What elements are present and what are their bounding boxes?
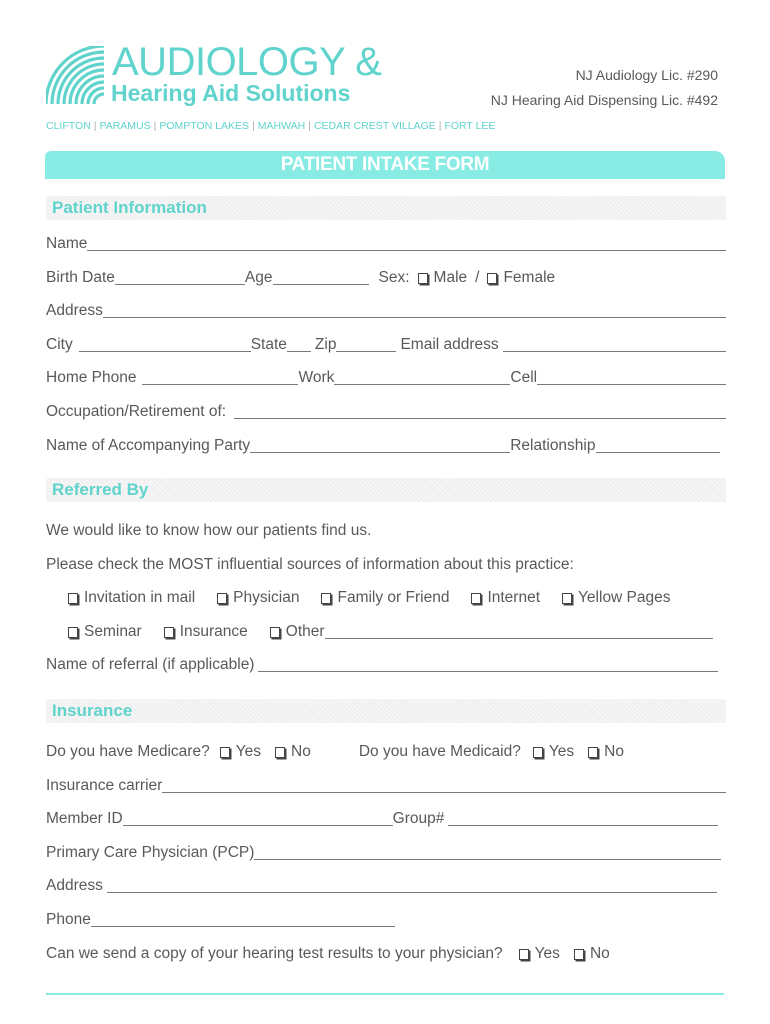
physician-checkbox[interactable]	[217, 589, 299, 608]
group-field[interactable]	[448, 808, 718, 826]
relationship-field[interactable]	[596, 435, 721, 453]
other-checkbox[interactable]	[270, 623, 325, 642]
sex-separator: /	[475, 269, 480, 286]
pcp-address-label: Address	[46, 877, 103, 894]
physician-label: Physician	[233, 589, 300, 606]
form-title: PATIENT INTAKE FORM	[280, 154, 490, 175]
family-friend-label: Family or Friend	[337, 589, 450, 606]
checkbox-icon	[217, 593, 227, 604]
work-phone-field[interactable]	[334, 367, 510, 385]
referral-options-row1	[68, 586, 748, 608]
section-referred-by	[46, 478, 726, 502]
location-item: POMPTON LAKES	[159, 120, 250, 132]
sex-label: Sex:	[378, 269, 410, 286]
location-item: FORT LEE	[444, 120, 496, 132]
row-occupation	[46, 400, 726, 422]
row-member-group	[46, 807, 718, 829]
row-medicare-medicaid	[46, 740, 726, 762]
state-field[interactable]	[287, 334, 311, 352]
medicare-yes-checkbox[interactable]	[220, 743, 261, 762]
referral-name-field[interactable]	[258, 654, 718, 672]
insurance-source-label: Insurance	[179, 623, 248, 640]
seminar-checkbox[interactable]	[68, 623, 142, 642]
relationship-label: Relationship	[510, 437, 596, 454]
audiology-license: NJ Audiology Lic. #290	[575, 67, 718, 83]
pcp-address-field[interactable]	[107, 875, 717, 893]
locations-list: CLIFTON | PARAMUS | POMPTON LAKES | MAHWAH | CEDAR CREST VILLAGE | FORT LEE	[46, 120, 496, 132]
location-item: PARAMUS	[99, 120, 151, 132]
invitation-label: Invitation in mail	[84, 589, 196, 606]
pcp-field[interactable]	[254, 842, 721, 860]
internet-checkbox[interactable]	[471, 589, 540, 608]
send-copy-question: Can we send a copy of your hearing test results to your physician?	[46, 945, 503, 962]
state-label: State	[250, 336, 287, 353]
checkbox-icon	[164, 627, 174, 638]
female-label: Female	[503, 269, 556, 286]
row-pcp-address	[46, 874, 717, 896]
age-field[interactable]	[273, 267, 369, 285]
row-birth-age-sex	[46, 266, 726, 288]
row-name	[46, 232, 726, 254]
yes-label: Yes	[235, 743, 262, 760]
checkbox-icon	[533, 747, 543, 758]
address-label: Address	[46, 302, 103, 319]
row-address	[46, 299, 726, 321]
no-label: No	[604, 743, 624, 760]
yes-label: Yes	[534, 945, 560, 962]
invitation-checkbox[interactable]	[68, 589, 195, 608]
form-title-bar	[45, 151, 725, 179]
group-label: Group#	[392, 810, 445, 827]
referral-instruction-text: Please check the MOST influential sources of information about this practice:	[46, 556, 574, 573]
member-id-label: Member ID	[46, 810, 123, 827]
other-field[interactable]	[325, 621, 713, 639]
zip-label: Zip	[314, 336, 337, 353]
email-field[interactable]	[503, 334, 726, 352]
row-city-state-zip-email	[46, 333, 726, 355]
cell-label: Cell	[510, 369, 538, 386]
referral-name-label: Name of referral (if applicable)	[46, 656, 255, 673]
male-checkbox[interactable]	[418, 269, 468, 288]
work-label: Work	[298, 369, 335, 386]
city-label: City	[46, 336, 73, 353]
send-copy-no-checkbox[interactable]	[574, 945, 610, 964]
checkbox-icon	[487, 273, 497, 284]
checkbox-icon	[588, 747, 598, 758]
carrier-label: Insurance carrier	[46, 777, 163, 794]
checkbox-icon	[220, 747, 230, 758]
location-item: CLIFTON	[46, 120, 91, 132]
audiology-logo-icon	[46, 46, 104, 104]
no-label: No	[291, 743, 311, 760]
checkbox-icon	[275, 747, 285, 758]
checkbox-icon	[418, 273, 428, 284]
internet-label: Internet	[487, 589, 541, 606]
bottom-divider	[46, 993, 724, 995]
seminar-label: Seminar	[84, 623, 142, 640]
female-checkbox[interactable]	[487, 269, 555, 288]
checkbox-icon	[519, 949, 529, 960]
yes-label: Yes	[548, 743, 575, 760]
age-label: Age	[244, 269, 273, 286]
carrier-field[interactable]	[162, 775, 726, 793]
email-label: Email address	[400, 336, 499, 353]
zip-field[interactable]	[336, 334, 396, 352]
yellow-pages-checkbox[interactable]	[562, 589, 671, 608]
row-pcp-phone	[46, 908, 726, 930]
cell-phone-field[interactable]	[537, 367, 726, 385]
family-friend-checkbox[interactable]	[321, 589, 449, 608]
name-field[interactable]	[87, 233, 726, 251]
checkbox-icon	[562, 593, 572, 604]
name-label: Name	[46, 235, 88, 252]
location-item: CEDAR CREST VILLAGE	[313, 120, 436, 132]
section-insurance	[46, 699, 726, 723]
row-send-copy	[46, 942, 726, 964]
member-id-field[interactable]	[123, 808, 393, 826]
row-insurance-carrier	[46, 774, 726, 796]
no-label: No	[589, 945, 610, 962]
city-field[interactable]	[79, 334, 251, 352]
row-accompanying-party	[46, 434, 726, 456]
checkbox-icon	[471, 593, 481, 604]
section-heading: Patient Information	[52, 198, 207, 217]
pcp-phone-label: Phone	[46, 911, 91, 928]
medicare-question: Do you have Medicare?	[46, 743, 210, 760]
occupation-label: Occupation/Retirement of:	[46, 403, 227, 420]
checkbox-icon	[321, 593, 331, 604]
yellow-pages-label: Yellow Pages	[578, 589, 671, 606]
referral-options-row2	[68, 620, 713, 642]
pcp-label: Primary Care Physician (PCP)	[46, 844, 255, 861]
section-heading: Referred By	[52, 480, 149, 499]
accompanying-party-field[interactable]	[250, 435, 510, 453]
other-label: Other	[285, 623, 325, 640]
male-label: Male	[433, 269, 468, 286]
checkbox-icon	[574, 949, 584, 960]
insurance-source-checkbox[interactable]	[164, 623, 248, 642]
row-pcp	[46, 841, 721, 863]
birth-date-field[interactable]	[115, 267, 245, 285]
medicaid-question: Do you have Medicaid?	[358, 743, 521, 760]
checkbox-icon	[270, 627, 280, 638]
referral-instruction	[46, 553, 726, 575]
checkbox-icon	[68, 593, 78, 604]
hearing-aid-license: NJ Hearing Aid Dispensing Lic. #492	[490, 92, 718, 108]
referral-intro-text: We would like to know how our patients find us.	[46, 522, 372, 539]
accompanying-party-label: Name of Accompanying Party	[46, 437, 251, 454]
section-heading: Insurance	[52, 701, 133, 720]
occupation-field[interactable]	[234, 401, 726, 419]
birth-date-label: Birth Date	[46, 269, 115, 286]
send-copy-yes-checkbox[interactable]	[519, 945, 560, 964]
home-phone-label: Home Phone	[46, 369, 137, 386]
pcp-phone-field[interactable]	[91, 909, 395, 927]
checkbox-icon	[68, 627, 78, 638]
brand-tagline: Hearing Aid Solutions	[111, 80, 351, 106]
row-phones	[46, 366, 726, 388]
medicaid-no-checkbox[interactable]	[588, 743, 624, 762]
brand-name: AUDIOLOGY &	[112, 40, 382, 84]
referral-intro	[46, 519, 726, 541]
home-phone-field[interactable]	[142, 367, 298, 385]
medicare-no-checkbox[interactable]	[275, 743, 311, 762]
location-item: MAHWAH	[257, 120, 306, 132]
row-referral-name	[46, 653, 718, 675]
address-field[interactable]	[103, 300, 726, 318]
section-patient-information	[46, 196, 726, 220]
medicaid-yes-checkbox[interactable]	[533, 743, 574, 762]
